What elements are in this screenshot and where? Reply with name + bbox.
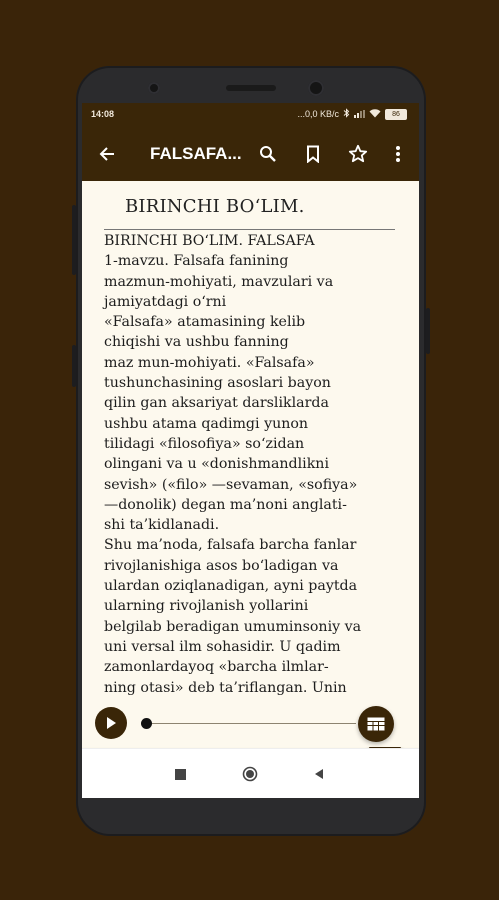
battery-level: 86 [386, 110, 406, 119]
text-line: rivojlanishiga asos bo‘ladigan va [104, 557, 339, 574]
text-line: —donolik) degan ma’noni anglati- [104, 496, 347, 513]
title-divider [104, 229, 395, 230]
table-of-contents-button[interactable] [358, 706, 394, 742]
home-button[interactable] [240, 764, 260, 784]
text-line: ularning rivojlanish yollarini [104, 598, 309, 615]
back-arrow-icon [98, 145, 116, 163]
status-bar [82, 103, 419, 127]
text-line: «Falsafa» atamasining kelib [104, 314, 306, 331]
text-line: ulardan oziqlanadigan, ayni paytda [104, 578, 358, 595]
seek-thumb[interactable] [141, 718, 152, 729]
back-nav-button[interactable] [309, 764, 329, 784]
text-line: jamiyatdagi o‘rni [104, 293, 227, 310]
text-line: tilidagi «filosofiya» so‘zidan [104, 435, 305, 452]
star-icon [348, 144, 368, 164]
back-button[interactable] [90, 137, 124, 171]
recents-button[interactable] [170, 764, 190, 784]
text-line: sevish» («filo» —sevaman, «sofiya» [104, 476, 358, 493]
chapter-title: BIRINCHI BO‘LIM. [125, 196, 305, 217]
favorite-button[interactable] [341, 137, 375, 171]
wifi-icon [369, 109, 381, 120]
text-line: tushunchasining asoslari bayon [104, 375, 331, 392]
app-bar [82, 127, 419, 181]
text-line: zamonlardayoq «barcha ilmlar- [104, 659, 329, 676]
more-options-button[interactable] [381, 137, 415, 171]
app-title: FALSAFA... [150, 144, 242, 163]
text-line: belgilab beradigan umuminsoniy va [104, 618, 362, 635]
recents-square-icon [175, 769, 186, 780]
bluetooth-icon [343, 108, 350, 120]
power-button [426, 308, 430, 354]
text-line: BIRINCHI BO‘LIM. FALSAFA [104, 233, 315, 249]
bookmark-icon [305, 145, 321, 163]
document-view[interactable] [82, 181, 419, 701]
screen [82, 103, 419, 798]
front-camera-left [148, 82, 160, 94]
seek-bar[interactable] [146, 723, 356, 724]
text-line: Shu ma’noda, falsafa barcha fanlar [104, 537, 357, 554]
text-line: 1-mavzu. Falsafa fanining [104, 253, 289, 270]
bookmark-button[interactable] [296, 137, 330, 171]
search-icon [259, 145, 277, 163]
text-line: qilin gan aksariyat darsliklarda [104, 395, 329, 412]
more-vert-icon [395, 145, 401, 163]
text-line: olingani va u «donishmandlikni [104, 456, 329, 473]
audio-player [82, 701, 419, 747]
text-line: mazmun-mohiyati, mavzulari va [104, 273, 334, 290]
status-indicators [297, 108, 407, 120]
document-text [104, 231, 404, 698]
text-line: maz mun-mohiyati. «Falsafa» [104, 354, 315, 371]
home-circle-icon [242, 766, 258, 782]
earpiece-speaker [226, 85, 276, 91]
search-button[interactable] [251, 137, 285, 171]
text-line: chiqishi va ushbu fanning [104, 334, 289, 351]
network-speed: ...0,0 KB/c [297, 109, 339, 119]
text-line: ning otasi» deb ta’riflangan. Unin [104, 679, 347, 696]
front-sensor-right [308, 80, 324, 96]
text-line: uni versal ilm sohasidir. U qadim [104, 638, 341, 655]
volume-button-lower [72, 345, 76, 387]
battery-icon [385, 109, 407, 120]
back-triangle-icon [313, 768, 325, 780]
navigation-bar [82, 748, 419, 798]
text-line: ushbu atama qadimgi yunon [104, 415, 309, 432]
status-time: 14:08 [91, 109, 115, 119]
play-icon [104, 716, 118, 730]
volume-button [72, 205, 76, 275]
table-list-icon [367, 717, 385, 731]
signal-icon [354, 110, 365, 118]
play-button[interactable] [95, 707, 127, 739]
text-line: shi ta’kidlanadi. [104, 517, 220, 534]
